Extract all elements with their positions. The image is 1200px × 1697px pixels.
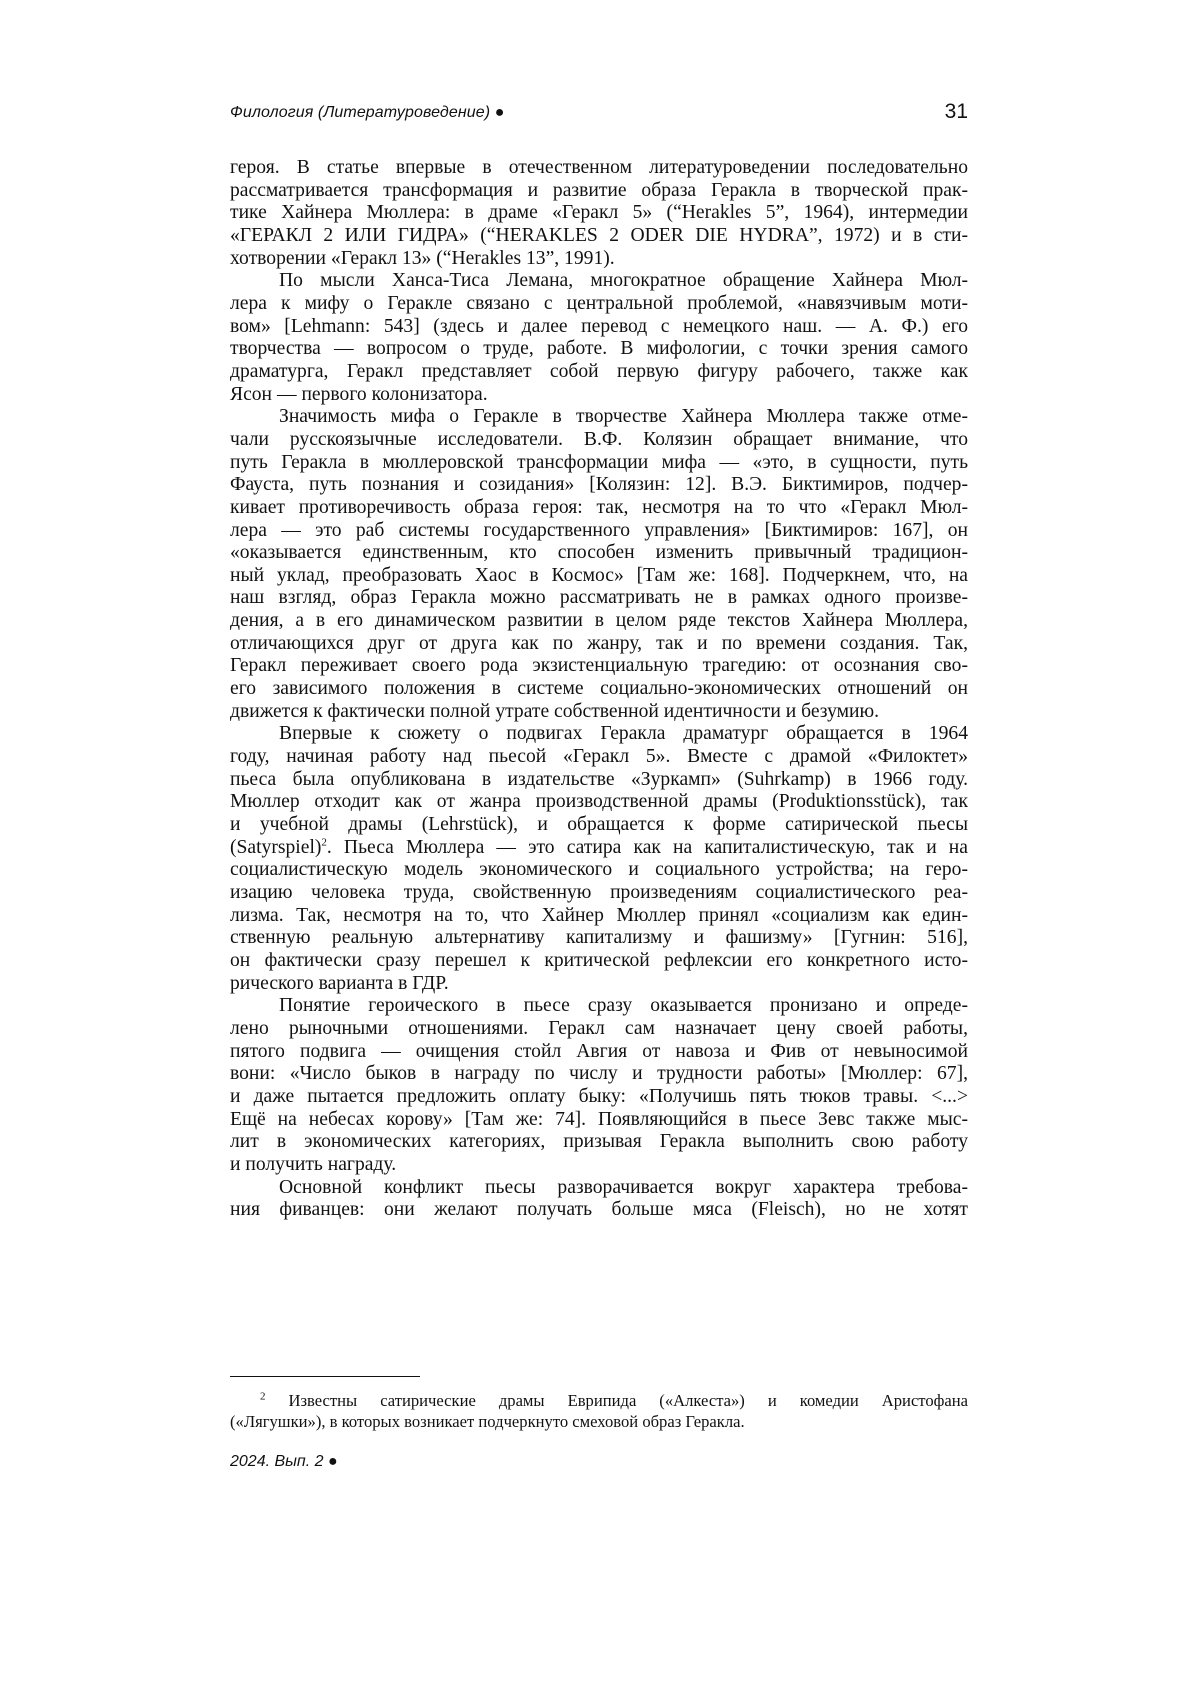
text-line: он фактически сразу перешел к критической рефлексии его конкретного исто- [230,949,968,971]
footnote-line: («Лягушки»), в которых возникает подчеркнуто смеховой образ Геракла. [230,1412,745,1431]
text-line: социалистическую модель экономического и социального устройства; на геро- [230,859,968,881]
text-line: Ещё на небесах корову» [Там же: 74]. Появляющийся в пьесе Зевс также мыс- [230,1108,968,1130]
article-body [230,157,968,1222]
paragraph [230,723,968,995]
paragraph [230,995,968,1176]
text-line: лизма. Так, несмотря на то, что Хайнер Мюллер принял «социализм как един- [230,904,968,926]
text-line: хотворении «Геракл 13» (“Herakles 13”, 1991). [230,247,615,269]
text-line: рассматривается трансформация и развитие образа Геракла в творческой прак- [230,179,968,201]
footnote [230,1390,968,1432]
text-line: путь Геракла в мюллеровской трансформации мифа — «это, в сущности, путь [230,451,968,473]
text-line: и даже пытается предложить оплату быку: «Получишь пять тюков травы. <...> [230,1085,968,1107]
text-line: Понятие героического в пьесе сразу оказывается пронизано и опреде- [279,995,968,1017]
text-line: лено рыночными отношениями. Геракл сам назначает цену своей работы, [230,1017,968,1039]
text-line: Значимость мифа о Геракле в творчестве Хайнера Мюллера также отме- [279,406,968,428]
journal-title: Филология (Литературоведение) ● [230,104,505,121]
text-line: чали русскоязычные исследователи. В.Ф. Колязин обращает внимание, что [230,428,968,450]
text-line: дения, а в его динамическом развитии в целом ряде текстов Хайнера Мюллера, [230,610,968,632]
text-line: По мысли Ханса-Тиса Лемана, многократное обращение Хайнера Мюл- [279,270,968,292]
footnote-line: $^2$ Известны сатирические драмы Еврипида («Алкеста») и комедии Аристофана [260,1390,968,1410]
text-line: рического варианта в ГДР. [230,972,449,994]
footnote-number: 2 [260,1390,266,1403]
text-line: Основной конфликт пьесы разворачивается вокруг характера требова- [279,1176,968,1198]
text-line: героя. В статье впервые в отечественном литературоведении последовательно [230,157,968,178]
paragraph [230,1177,968,1222]
paragraph [230,406,968,723]
page-number: 31 [944,100,968,123]
text-line: пьеса была опубликована в издательстве «Зуркамп» (Suhrkamp) в 1966 году. [230,768,968,790]
footnote-marker[interactable]: 2 [321,836,327,849]
text-line: лера — это раб системы государственного управления» [Биктимиров: 167], он [230,519,968,541]
text-line: ственную реальную альтернативу капитализму и фашизму» [Гугнин: 516], [230,927,968,949]
text-line: «оказывается единственным, кто способен изменить привычный традицион- [230,542,968,564]
text-line: Впервые к сюжету о подвигах Геракла драматург обращается в 1964 [279,723,968,745]
text-line: Ясон — первого колонизатора. [230,383,488,405]
text-line: Геракл переживает своего рода экзистенциальную трагедию: от осознания сво- [230,655,968,677]
footnote-divider [230,1376,420,1377]
text-line: движется к фактически полной утрате собственной идентичности и безумию. [230,700,880,722]
text-line: «ГЕРАКЛ 2 ИЛИ ГИДРА» (“HERAKLES 2 ODER DIE HYDRA”, 1972) и в сти- [230,224,968,246]
issue-footer: 2024. Вып. 2 ● [230,1453,338,1470]
text-line: лит в экономических категориях, призывая Геракла выполнить свою работу [230,1131,968,1153]
text-line: Мюллер отходит как от жанра производственной драмы (Produktionsstück), так [230,791,968,813]
text-line: пятого подвига — очищения стойл Авгия от навоза и Фив от невыносимой [230,1040,968,1062]
text-line: драматурга, Геракл представляет собой первую фигуру рабочего, также как [230,360,968,382]
text-line: тике Хайнера Мюллера: в драме «Геракл 5» (“Herakles 5”, 1964), интермедии [230,202,968,224]
text-line: Фауста, путь познания и созидания» [Колязин: 12]. В.Э. Биктимиров, подчер- [230,474,968,496]
text-line: отличающихся друг от друга как по жанру, так и по времени создания. Так, [230,632,968,654]
text-line: вом» [Lehmann: 543] (здесь и далее перевод с немецкого наш. — А. Ф.) его [230,315,968,337]
text-line: его зависимого положения в системе социально-экономических отношений он [230,678,968,700]
text-line: изацию человека труда, свойственную произведениям социалистического реа- [230,882,968,903]
text-line: вони: «Число быков в награду по числу и трудности работы» [Мюллер: 67], [230,1063,968,1085]
text-line: ния фиванцев: они желают получать больше мяса (Fleisch), но не хотят [230,1199,968,1221]
paragraph [230,157,968,270]
text-line: и получить награду. [230,1153,397,1175]
text-line: (Satyrspiel)$^2$. Пьеса Мюллера — это сатира как на капиталистическую, так и на [230,836,968,858]
running-head [230,100,968,126]
text-line: лера к мифу о Геракле связано с центральной проблемой, «навязчивым моти- [230,292,968,314]
text-line: наш взгляд, образ Геракла можно рассматривать не в рамках одного произве- [230,587,968,609]
text-line: и учебной драмы (Lehrstück), и обращается к форме сатирической пьесы [230,814,968,836]
paragraph [230,270,968,406]
text-line: году, начиная работу над пьесой «Геракл 5». Вместе с драмой «Филоктет» [230,746,968,768]
text-line: кивает противоречивость образа героя: так, несмотря на то что «Геракл Мюл- [230,496,968,518]
text-line: ный уклад, преобразовать Хаос в Космос» [Там же: 168]. Подчеркнем, что, на [230,564,968,586]
text-line: творчества — вопросом о труде, работе. В мифологии, с точки зрения самого [230,338,968,360]
